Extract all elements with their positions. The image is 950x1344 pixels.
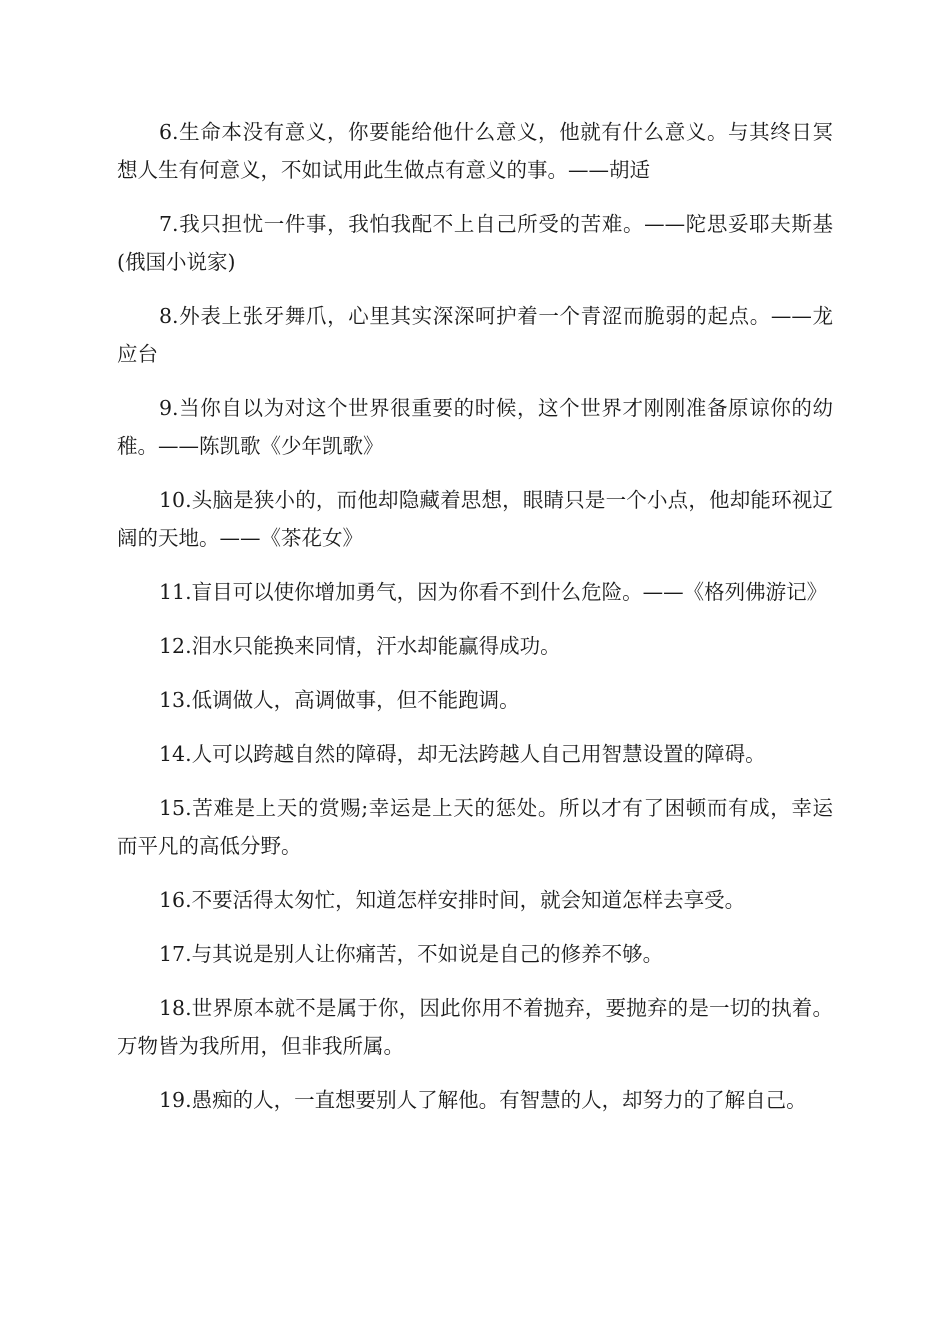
quote-paragraph: 13.低调做人，高调做事，但不能跑调。 (159, 688, 520, 712)
quote-paragraph: 14.人可以跨越自然的障碍，却无法跨越人自己用智慧设置的障碍。 (159, 742, 766, 766)
quote-paragraph: 19.愚痴的人，一直想要别人了解他。有智慧的人，却努力的了解自己。 (159, 1088, 807, 1112)
quote-paragraph: 18.世界原本就不是属于你，因此你用不着抛弃，要抛弃的是一切的执着。万物皆为我所用，但非我所属。 (117, 996, 833, 1058)
quote-paragraph: 12.泪水只能换来同情，汗水却能赢得成功。 (159, 634, 561, 658)
quote-paragraph: 16.不要活得太匆忙，知道怎样安排时间，就会知道怎样去享受。 (159, 888, 746, 912)
quote-paragraph: 6.生命本没有意义，你要能给他什么意义，他就有什么意义。与其终日冥想人生有何意义，不如试用此生做点有意义的事。——胡适 (117, 120, 833, 182)
quote-paragraph: 15.苦难是上天的赏赐;幸运是上天的惩处。所以才有了困顿而有成，幸运而平凡的高低分野。 (117, 796, 833, 858)
quote-paragraph: 8.外表上张牙舞爪，心里其实深深呵护着一个青涩而脆弱的起点。——龙应台 (117, 304, 833, 366)
quote-paragraph: 9.当你自以为对这个世界很重要的时候，这个世界才刚刚准备原谅你的幼稚。——陈凯歌《少年凯歌》 (117, 396, 833, 458)
quote-paragraph: 11.盲目可以使你增加勇气，因为你看不到什么危险。——《格列佛游记》 (159, 580, 828, 604)
quote-paragraph: 7.我只担忧一件事，我怕我配不上自己所受的苦难。——陀思妥耶夫斯基(俄国小说家) (117, 212, 833, 274)
quote-list (117, 113, 833, 1135)
quote-paragraph: 17.与其说是别人让你痛苦，不如说是自己的修养不够。 (159, 942, 664, 966)
quote-paragraph: 10.头脑是狭小的，而他却隐藏着思想，眼睛只是一个小点，他却能环视辽阔的天地。——《茶花女》 (117, 488, 833, 550)
